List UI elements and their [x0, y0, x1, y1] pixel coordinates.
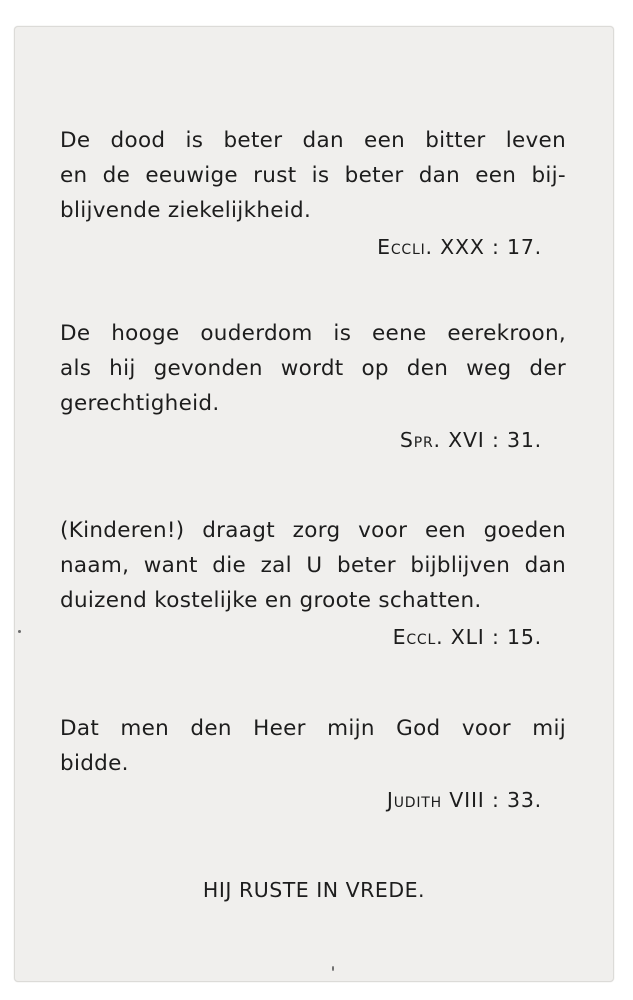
verse-line: naam, want die zal U beter bijblijven dan — [60, 553, 566, 578]
verse-block-4 — [60, 711, 566, 818]
verse-line: en de eeuwige rust is beter dan een bij- — [60, 163, 566, 188]
verse-reference: Judith VIII : 33. — [386, 788, 542, 812]
memorial-card — [14, 26, 614, 982]
verse-reference: Spr. XVI : 31. — [399, 428, 542, 452]
verse-block-3 — [60, 513, 566, 655]
verse-line: De dood is beter dan een bitter leven — [60, 128, 566, 153]
verse-line: De hooge ouderdom is eene eerekroon, — [60, 321, 566, 346]
verse-reference: Eccli. XXX : 17. — [377, 235, 542, 259]
verse-line: Dat men den Heer mijn God voor mij — [60, 716, 566, 741]
verse-line: bidde. — [60, 751, 129, 776]
verse-block-1 — [60, 123, 566, 265]
paper-speck — [332, 966, 334, 971]
verse-line: (Kinderen!) draagt zorg voor een goeden — [60, 518, 566, 543]
verse-line: blijvende ziekelijkheid. — [60, 198, 312, 223]
closing-line: HIJ RUSTE IN VREDE. — [202, 878, 426, 902]
paper-speck — [18, 630, 21, 633]
verse-line: duizend kostelijke en groote schatten. — [60, 588, 482, 613]
verse-reference: Eccl. XLI : 15. — [392, 625, 542, 649]
verse-line: gerechtigheid. — [60, 391, 220, 416]
verse-block-2 — [60, 316, 566, 458]
verse-line: als hij gevonden wordt op den weg der — [60, 356, 566, 381]
